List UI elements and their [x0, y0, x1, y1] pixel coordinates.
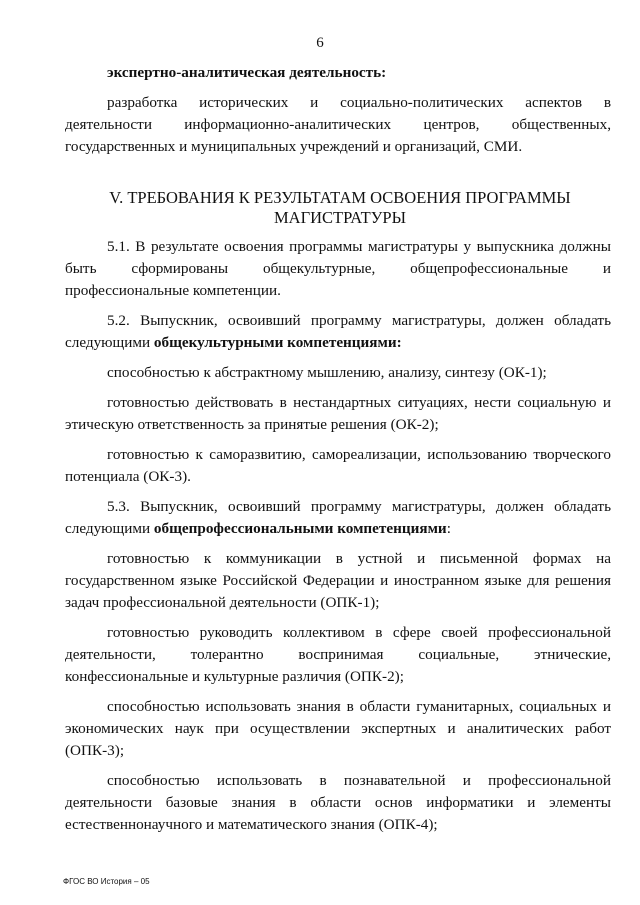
- paragraph-5-2-bold: общекультурными компетенциями:: [153, 334, 402, 351]
- page-number: 6: [316, 35, 324, 51]
- opk-item-1: готовностью к коммуникации в устной и письменной формах на государственном языке Российской Федерации и иностранном языке для решения задач профессиональной деятельности (ОПК-1);: [65, 550, 611, 611]
- footer: ФГОС ВО История – 05: [63, 877, 150, 886]
- ok-item-2: готовностью действовать в нестандартных ситуациях, нести социальную и этическую ответственность за принятые решения (ОК-2);: [65, 394, 611, 433]
- ok-item-3: готовностью к саморазвитию, самореализации, использованию творческого потенциала (ОК-3).: [65, 446, 611, 485]
- ok-item-1: способностью к абстрактному мышлению, анализу, синтезу (ОК-1);: [107, 364, 547, 381]
- paragraph-5-2: [65, 310, 611, 354]
- competencies-section: [65, 236, 611, 836]
- opk-item-4: способностью использовать в познавательной и профессиональной деятельности базовые знания в области основ информатики и элементы естественнонаучного и математического знания (ОПК-4);: [65, 772, 611, 833]
- paragraph-5-3-lead: 5.3. Выпускник, освоивший программу магистратуры, должен обладать следующими: [65, 498, 611, 537]
- paragraph-5-3-bold: общепрофессиональными компетенциями: [153, 520, 447, 537]
- paragraph-5-3: [65, 496, 611, 540]
- paragraph-5-3-tail: :: [446, 520, 451, 537]
- section-title: V. ТРЕБОВАНИЯ К РЕЗУЛЬТАТАМ ОСВОЕНИЯ ПРОГРАММЫ МАГИСТРАТУРЫ: [109, 188, 571, 227]
- opk-item-2: готовностью руководить коллективом в сфере своей профессиональной деятельности, толерантно воспринимая социальные, этнические, конфессиональные и культурные различия (ОПК-2);: [65, 624, 611, 685]
- paragraph-5-1: 5.1. В результате освоения программы магистратуры у выпускника должны быть сформированы общекультурные, общепрофессиональные и профессиональные компетенции.: [65, 238, 611, 299]
- paragraph-5-2-lead: 5.2. Выпускник, освоивший программу магистратуры, должен обладать следующими: [65, 312, 611, 351]
- opk-item-3: способностью использовать знания в области гуманитарных, социальных и экономических наук при осуществлении экспертных и аналитических работ (ОПК-3);: [65, 698, 611, 759]
- top-section: [65, 62, 611, 158]
- top-paragraph: разработка исторических и социально-политических аспектов в деятельности информационно-аналитических центров, общественных, государственных и муниципальных учреждений и организаций, СМИ.: [65, 94, 611, 155]
- subheading: экспертно-аналитическая деятельность:: [107, 64, 387, 81]
